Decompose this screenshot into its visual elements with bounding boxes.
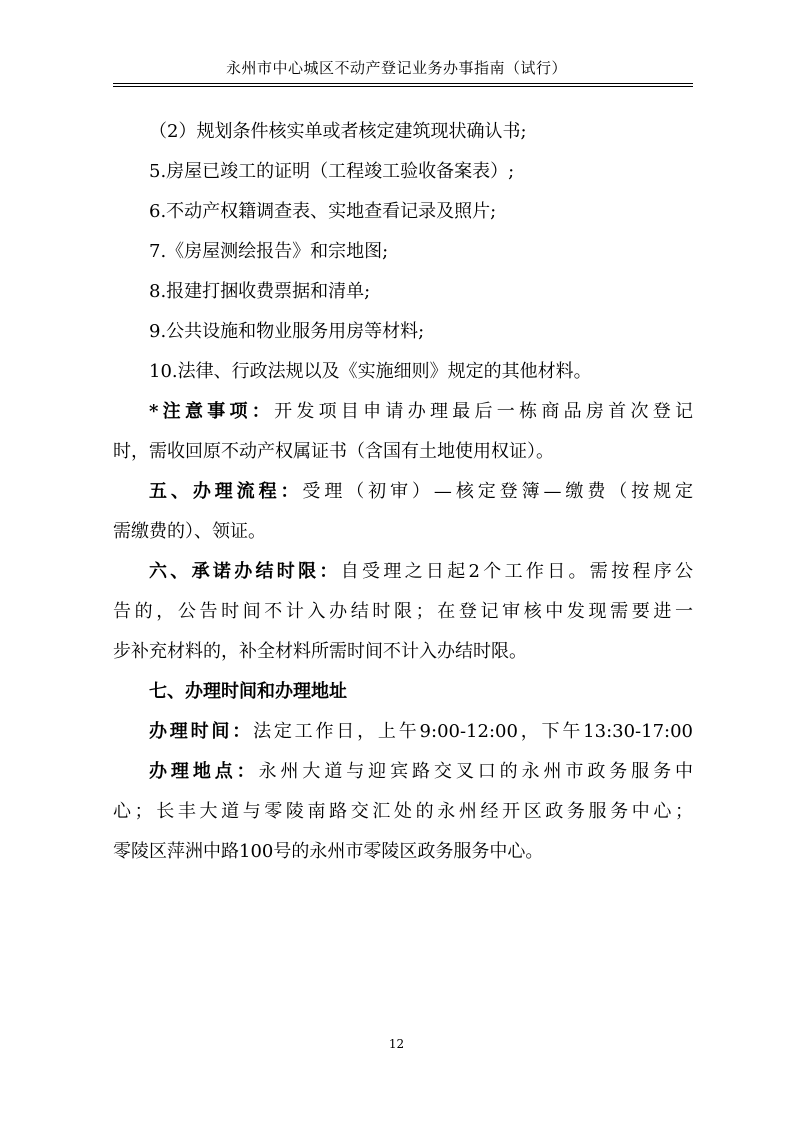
page-number: 12 — [388, 1037, 405, 1051]
notice-label: *注意事项： — [149, 401, 275, 422]
process-heading: 五、办理流程： — [149, 481, 303, 502]
office-address-line-1 — [113, 752, 693, 792]
office-address-text-1: 永州大道与迎宾路交叉口的永州市政务服务中 — [258, 761, 694, 782]
list-item-9: 9.公共设施和物业服务用房等材料; — [149, 321, 425, 342]
header-divider — [113, 83, 693, 87]
document-body — [113, 112, 693, 872]
office-hours-line — [113, 712, 693, 752]
office-hours-label: 办理时间： — [149, 721, 254, 742]
notice-paragraph-line-2: 时，需收回原不动产权属证书（含国有土地使用权证）。 — [113, 441, 554, 462]
process-paragraph-line-1 — [113, 472, 693, 512]
limit-paragraph-line-3: 步补充材料的，补全材料所需时间不计入办结时限。 — [113, 641, 527, 662]
limit-paragraph-line-1 — [113, 552, 693, 592]
process-paragraph-line-2: 需缴费的）、领证。 — [113, 521, 266, 542]
office-address-line-3: 零陵区萍洲中路100号的永州市零陵区政务服务中心。 — [113, 841, 544, 862]
notice-paragraph-line-1 — [113, 392, 693, 432]
notice-text-1: 开发项目申请办理最后一栋商品房首次登记 — [274, 401, 693, 422]
list-item-8: 8.报建打捆收费票据和清单; — [149, 281, 371, 302]
list-item-10: 10.法律、行政法规以及《实施细则》规定的其他材料。 — [149, 361, 592, 382]
list-item-7: 7.《房屋测绘报告》和宗地图; — [149, 241, 389, 262]
office-address-line-2: 心；长丰大道与零陵南路交汇处的永州经开区政务服务中心； — [113, 801, 693, 822]
section-7-heading: 七、办理时间和办理地址 — [149, 681, 347, 702]
list-item-2-2: （2）规划条件核实单或者核定建筑现状确认书; — [149, 121, 527, 142]
office-address-label: 办理地点： — [149, 761, 259, 782]
limit-paragraph-line-2: 告的，公告时间不计入办结时限；在登记审核中发现需要进一 — [113, 601, 693, 622]
office-hours-value: 法定工作日，上午9:00-12:00，下午13:30-17:00 — [253, 721, 694, 742]
page-header-title: 永州市中心城区不动产登记业务办事指南（试行） — [225, 59, 567, 77]
limit-heading: 六、承诺办结时限： — [149, 561, 341, 582]
list-item-5: 5.房屋已竣工的证明（工程竣工验收备案表）; — [149, 161, 515, 182]
limit-text-1: 自受理之日起2个工作日。需按程序公 — [340, 561, 693, 582]
process-text-1: 受理（初审）—核定登簿—缴费（按规定 — [302, 481, 694, 502]
list-item-6: 6.不动产权籍调查表、实地查看记录及照片; — [149, 201, 497, 222]
